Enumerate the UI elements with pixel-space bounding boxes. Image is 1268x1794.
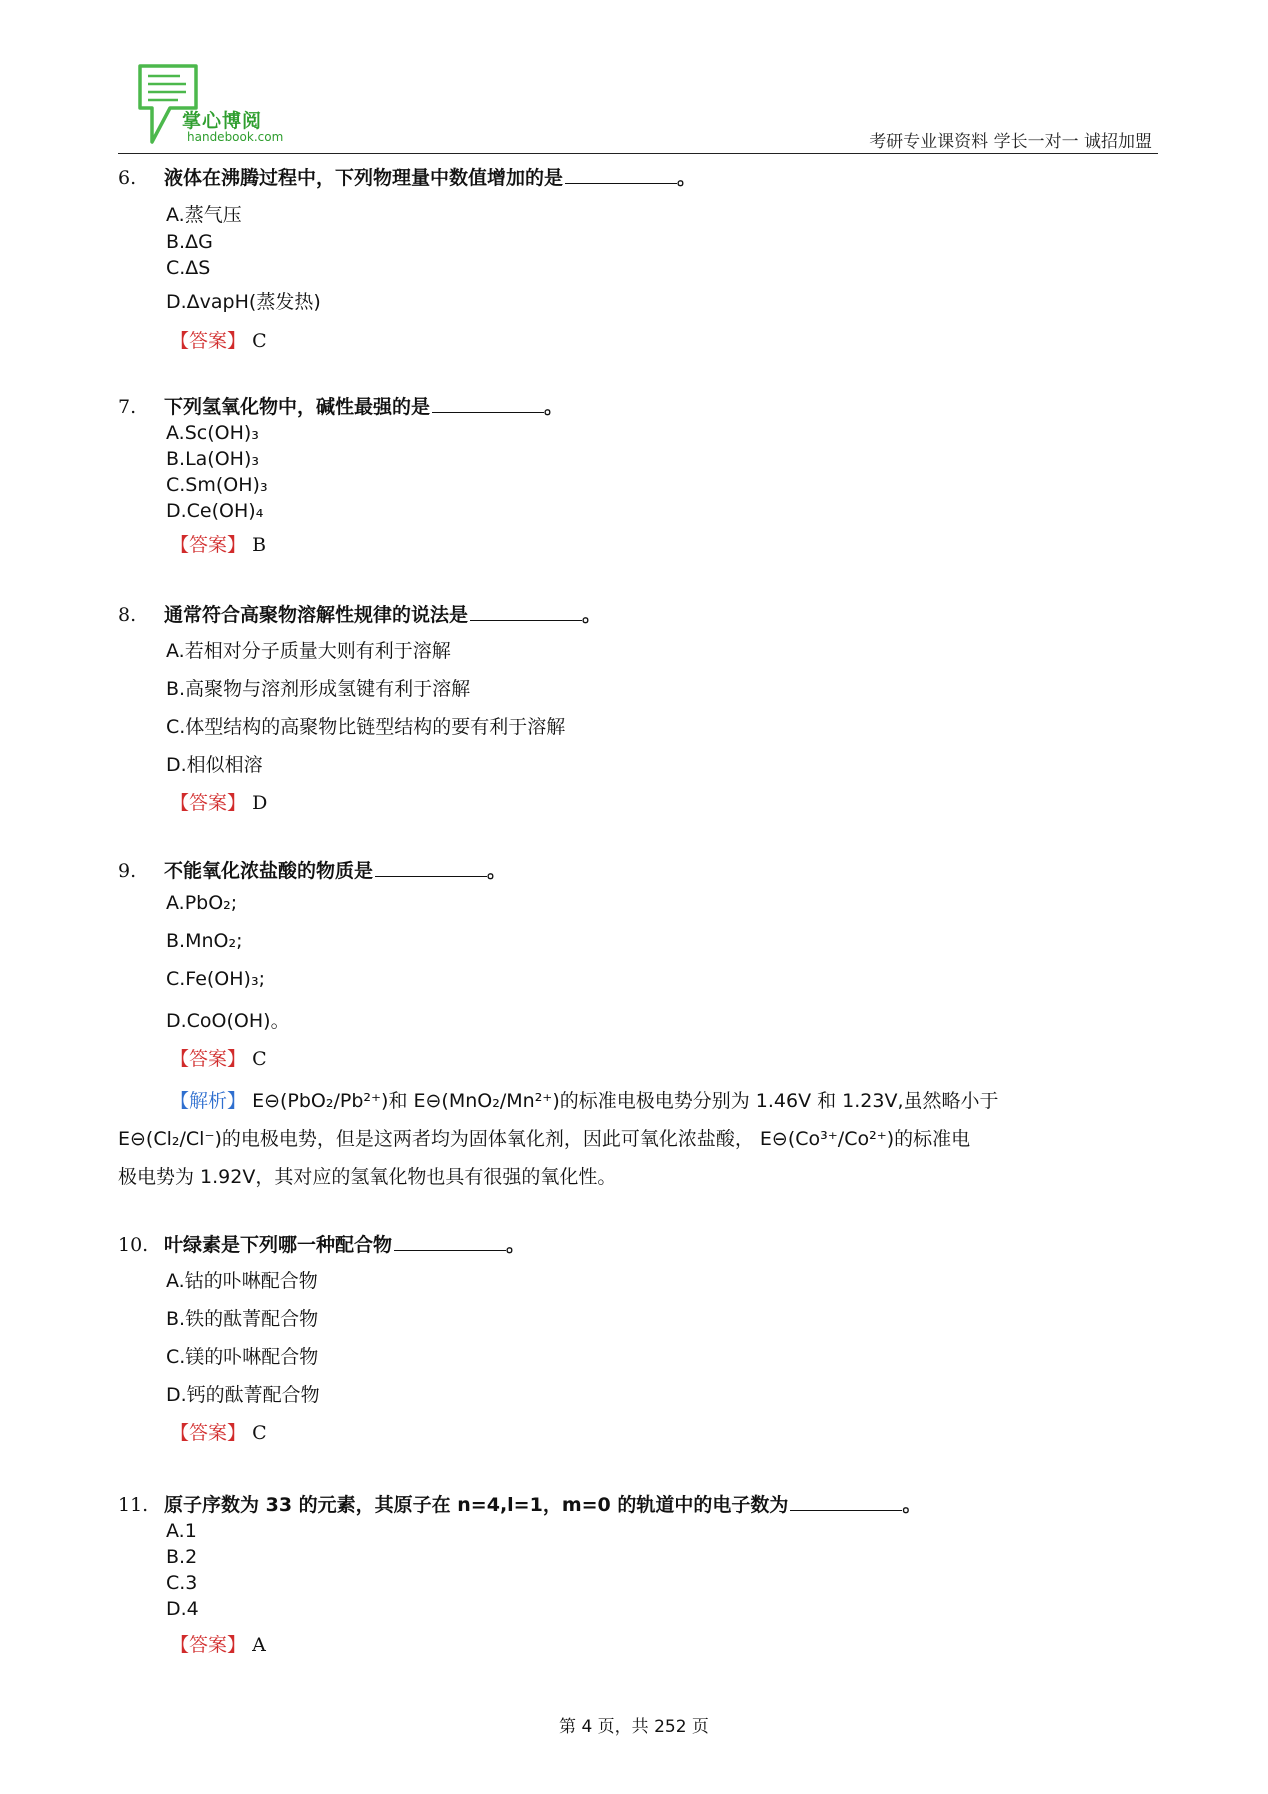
option-list (166, 200, 1158, 320)
question-8 (118, 602, 1158, 815)
answer-blank (375, 858, 487, 877)
analysis-tag: 【解析】 (170, 1090, 247, 1112)
handebook-logo (134, 62, 304, 148)
answer-blank (565, 165, 677, 184)
question-number: 7. (118, 396, 137, 418)
answer-blank (432, 394, 544, 413)
question-text: 液体在沸腾过程中，下列物理量中数值增加的是 (164, 167, 564, 189)
option-c: C.3 (166, 1572, 198, 1594)
option-b: B.2 (166, 1546, 198, 1568)
answer-tag: 【答案】 (170, 1422, 247, 1444)
option-list (166, 892, 1158, 1044)
option-list (166, 422, 1158, 526)
page-header (118, 60, 1158, 156)
option-c: C.ΔS (166, 257, 211, 279)
option-list (166, 1266, 1158, 1418)
answer-blank (790, 1492, 902, 1511)
answer-tag: 【答案】 (170, 792, 247, 814)
answer-value: A (252, 1634, 266, 1656)
option-c: C.镁的卟啉配合物 (166, 1346, 319, 1368)
question-title (118, 165, 1158, 191)
answer-tag: 【答案】 (170, 1634, 247, 1656)
option-list (166, 636, 1158, 788)
option-b: B.铁的酞菁配合物 (166, 1308, 319, 1330)
header-divider (118, 153, 1158, 154)
analysis-line-1 (170, 1082, 1158, 1120)
question-text: 通常符合高聚物溶解性规律的说法是 (164, 604, 469, 626)
option-c: C.Sm(OH)₃ (166, 474, 268, 496)
option-d: D.4 (166, 1598, 199, 1620)
question-10 (118, 1232, 1158, 1445)
answer-blank (470, 602, 582, 621)
question-7 (118, 394, 1158, 557)
answer-value: B (252, 534, 267, 556)
answer-line (170, 326, 1158, 353)
logo-url: handebook.com (187, 130, 284, 144)
analysis-line-3: 极电势为 1.92V，其对应的氢氧化物也具有很强的氧化性。 (118, 1166, 617, 1188)
answer-line (170, 1418, 1158, 1445)
answer-line (170, 530, 1158, 557)
question-number: 6. (118, 167, 137, 189)
question-6 (118, 165, 1158, 353)
answer-value: C (252, 330, 267, 352)
question-end: 。 (677, 167, 697, 189)
option-b: B.高聚物与溶剂形成氢键有利于溶解 (166, 678, 471, 700)
answer-tag: 【答案】 (170, 1048, 247, 1070)
option-a: A.Sc(OH)₃ (166, 422, 259, 444)
question-end: 。 (506, 1234, 526, 1256)
option-c: C.体型结构的高聚物比链型结构的要有利于溶解 (166, 716, 566, 738)
option-d: D.CoO(OH)。 (166, 1010, 290, 1032)
question-text: 不能氧化浓盐酸的物质是 (164, 860, 374, 882)
answer-value: C (252, 1048, 267, 1070)
analysis-text-1: E⊖(PbO₂/Pb²⁺)和 E⊖(MnO₂/Mn²⁺)的标准电极电势分别为 1.46V 和 1.23V,虽然略小于 (252, 1090, 999, 1112)
question-9 (118, 858, 1158, 1071)
option-b: B.La(OH)₃ (166, 448, 259, 470)
question-11 (118, 1492, 1158, 1657)
question-number: 10. (118, 1234, 149, 1256)
question-text: 原子序数为 33 的元素，其原子在 n=4,l=1，m=0 的轨道中的电子数为 (164, 1494, 789, 1516)
question-title (118, 602, 1158, 628)
answer-value: C (252, 1422, 267, 1444)
question-end: 。 (582, 604, 602, 626)
analysis-block (118, 1082, 1158, 1196)
question-text: 叶绿素是下列哪一种配合物 (164, 1234, 393, 1256)
option-c: C.Fe(OH)₃; (166, 968, 265, 990)
answer-tag: 【答案】 (170, 534, 247, 556)
analysis-line-2: E⊖(Cl₂/Cl⁻)的电极电势，但是这两者均为固体氧化剂，因此可氧化浓盐酸， E⊖(Co³⁺/Co²⁺)的标准电 (118, 1128, 971, 1150)
option-a: A.1 (166, 1520, 197, 1542)
question-number: 11. (118, 1494, 149, 1516)
question-number: 9. (118, 860, 137, 882)
option-a: A.钴的卟啉配合物 (166, 1270, 318, 1292)
option-b: B.ΔG (166, 231, 213, 253)
option-d: D.Ce(OH)₄ (166, 500, 264, 522)
question-text: 下列氢氧化物中，碱性最强的是 (164, 396, 431, 418)
answer-value: D (252, 792, 268, 814)
question-number: 8. (118, 604, 137, 626)
answer-line (170, 788, 1158, 815)
question-title (118, 1232, 1158, 1258)
page-footer: 第 4 页，共 252 页 (559, 1717, 709, 1737)
option-b: B.MnO₂; (166, 930, 243, 952)
header-slogan: 考研专业课资料 学长一对一 诚招加盟 (869, 132, 1152, 152)
question-end: 。 (487, 860, 507, 882)
answer-tag: 【答案】 (170, 330, 247, 352)
option-d: D.钙的酞菁配合物 (166, 1384, 320, 1406)
option-a: A.蒸气压 (166, 204, 242, 226)
option-d: D.ΔvapH(蒸发热) (166, 291, 321, 313)
option-list (166, 1520, 1158, 1624)
question-title (118, 394, 1158, 420)
option-d: D.相似相溶 (166, 754, 263, 776)
question-title (118, 858, 1158, 884)
answer-line (170, 1630, 1158, 1657)
question-end: 。 (902, 1494, 922, 1516)
answer-line (170, 1044, 1158, 1071)
option-a: A.若相对分子质量大则有利于溶解 (166, 640, 451, 662)
logo-brand: 掌心博阅 (182, 110, 263, 132)
question-title (118, 1492, 1158, 1518)
question-end: 。 (544, 396, 564, 418)
option-a: A.PbO₂; (166, 892, 238, 914)
answer-blank (394, 1232, 506, 1251)
